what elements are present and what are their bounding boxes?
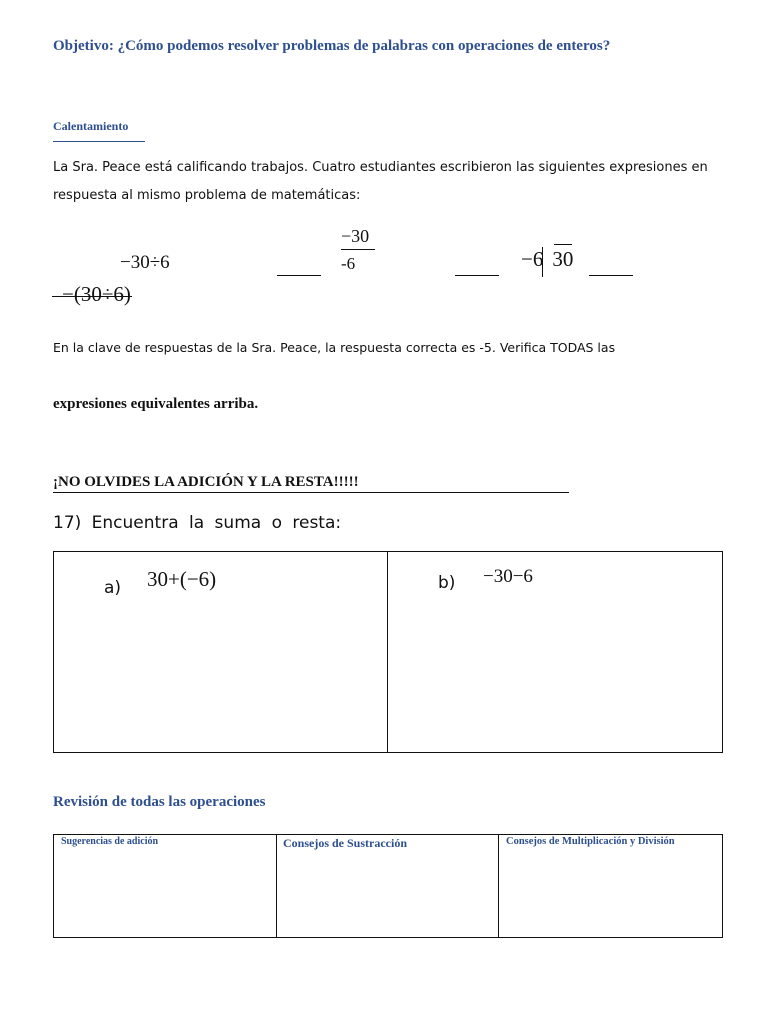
warmup-heading: Calentamiento [53, 119, 129, 133]
question-17-prompt: 17) Encuentra la suma o resta: [53, 513, 342, 533]
intro-text-line1: La Sra. Peace está calificando trabajos. Cuatro estudiantes escribieron las siguientes expresiones en [53, 160, 708, 175]
review-col-multiplication-division: Consejos de Multiplicación y División [506, 836, 675, 847]
expression-4: −(30÷6) [62, 282, 131, 306]
expression-3 [521, 247, 573, 272]
expression-3-dividend: 30 [552, 247, 574, 271]
review-heading: Revisión de todas las operaciones [53, 794, 266, 810]
expression-1: −30÷6 [120, 252, 170, 273]
review-table-divider-2 [498, 834, 499, 937]
review-col-addition: Sugerencias de adición [61, 836, 159, 847]
expression-3-divisor: −6 [521, 247, 544, 271]
warmup-heading-underline [53, 141, 145, 142]
question-17-divider [387, 551, 388, 752]
part-b-expression: −30−6 [483, 566, 533, 587]
answer-blank-3[interactable] [589, 275, 633, 276]
expression-2-denominator: -6 [341, 254, 356, 273]
reminder-heading: ¡NO OLVIDES LA ADICIÓN Y LA RESTA!!!!! [53, 474, 359, 490]
review-col-subtraction: Consejos de Sustracción [283, 836, 408, 850]
review-table-divider-1 [276, 834, 277, 937]
long-division-overline [554, 244, 572, 245]
answer-key-text-bold: expresiones equivalentes arriba. [53, 396, 259, 412]
reminder-underline [53, 492, 569, 493]
expression-2-fraction-bar [341, 249, 375, 250]
part-a-label: a) [104, 578, 122, 598]
answer-blank-2[interactable] [455, 275, 499, 276]
answer-blank-1[interactable] [277, 275, 321, 276]
long-division-bar [542, 247, 543, 277]
expression-2-numerator: −30 [341, 226, 370, 246]
intro-text-line2: respuesta al mismo problema de matemáticas: [53, 188, 361, 203]
expression-4-blank-line[interactable] [52, 296, 132, 297]
part-a-expression: 30+(−6) [147, 567, 217, 591]
answer-key-text: En la clave de respuestas de la Sra. Peace, la respuesta correcta es -5. Verifica TODAS las [53, 340, 616, 355]
part-b-label: b) [438, 573, 456, 593]
objective-title: Objetivo: ¿Cómo podemos resolver problemas de palabras con operaciones de enteros? [53, 38, 611, 54]
